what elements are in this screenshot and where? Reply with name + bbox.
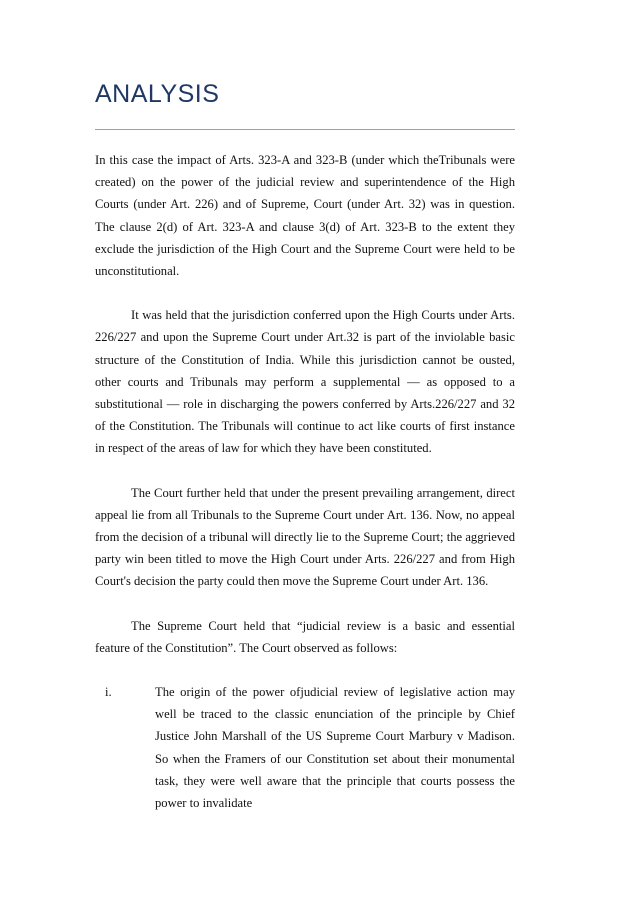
paragraph-appeal: The Court further held that under the present prevailing arrangement, direct appeal lie from all Tribunals to the Supreme Court under Art. 136. Now, no appeal from the decision of a tribunal will directly lie to the Supreme Court; the aggrieved party win been titled to move the High Court under Arts. 226/227 and from High Court's decision the party could then move the Supreme Court under Art. 136. — [95, 485, 515, 589]
section-heading: ANALYSIS — [95, 80, 220, 108]
paragraph-judicial-review: The Supreme Court held that “judicial review is a basic and essential feature of the Constitution”. The Court observed as follows: — [95, 618, 515, 655]
list-item-text: The origin of the power ofjudicial review of legislative action may well be traced to the classic enunciation of the principle by Chief Justice John Marshall of the US Supreme Court Marbury v Madison. So when the Framers of our Constitution set about their monumental task, they were well aware that the principle that courts possess the power to invalidate — [155, 685, 515, 811]
paragraph-jurisdiction: It was held that the jurisdiction conferred upon the High Courts under Arts. 226/227 and upon the Supreme Court under Art.32 is part of the inviolable basic structure of the Constitution of India. While this jurisdiction cannot be ousted, other courts and Tribunals may perform a supplemental — as opposed to a substitutional — role in discharging the powers conferred by Arts.226/227 and 32 of the Constitution. The Tribunals will continue to act like courts of first instance in respect of the areas of law for which they have been constituted. — [95, 308, 515, 456]
paragraph-impact: In this case the impact of Arts. 323-A and 323-B (under which theTribunals were created) on the power of the judicial review and superintendence of the High Courts (under Art. 226) and of Supreme, Court (under Art. 32) was in question. The clause 2(d) of Art. 323-A and clause 3(d) of Art. 323-B to the extent they exclude the jurisdiction of the High Court and the Supreme Court were held to be unconstitutional. — [95, 153, 515, 279]
list-item — [95, 681, 515, 814]
heading-underline — [95, 129, 515, 130]
observation-list — [95, 681, 515, 814]
list-marker: i. — [105, 685, 112, 700]
document-body — [95, 149, 515, 814]
